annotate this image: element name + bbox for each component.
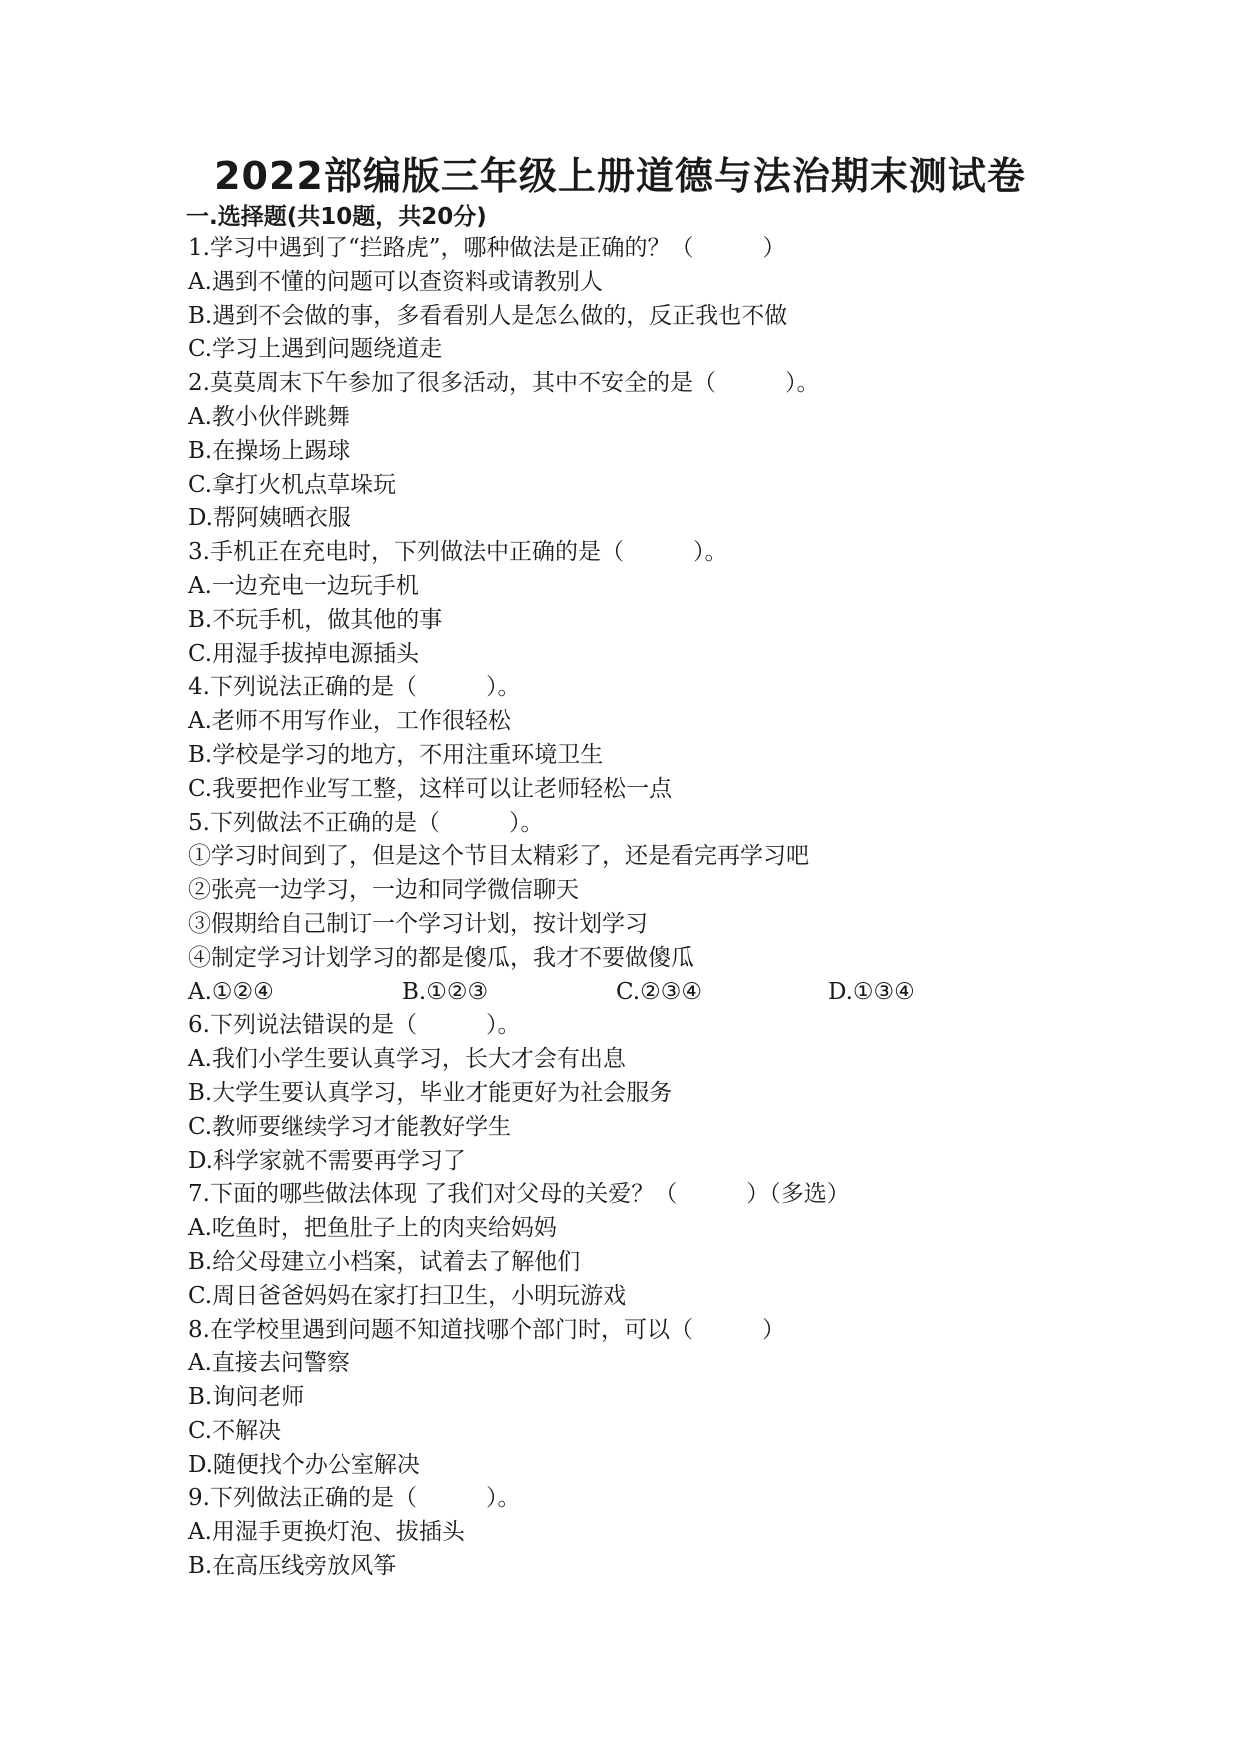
question-3-option-c: C.用湿手拔掉电源插头 bbox=[188, 640, 420, 667]
question-4-option-c: C.我要把作业写工整，这样可以让老师轻松一点 bbox=[188, 775, 673, 802]
question-1-option-c: C.学习上遇到问题绕道走 bbox=[188, 336, 443, 363]
question-8-option-a: A.直接去问警察 bbox=[188, 1350, 350, 1377]
question-8-option-c: C.不解决 bbox=[188, 1417, 282, 1444]
question-6-option-a: A.我们小学生要认真学习，长大才会有出息 bbox=[188, 1046, 626, 1073]
question-9: 9.下列做法正确的是（ ）。 bbox=[188, 1485, 521, 1512]
question-2-option-a: A.教小伙伴跳舞 bbox=[188, 403, 350, 430]
question-5-options bbox=[188, 976, 1188, 1010]
question-5-option-d: D.①③④ bbox=[828, 978, 915, 1005]
question-5-item-3: ③假期给自己制订一个学习计划，按计划学习 bbox=[188, 910, 648, 937]
question-2: 2.莫莫周末下午参加了很多活动，其中不安全的是（ ）。 bbox=[188, 370, 820, 397]
question-5-option-a: A.①②④ bbox=[188, 978, 274, 1005]
question-5-option-b: B.①②③ bbox=[402, 978, 489, 1005]
question-4: 4.下列说法正确的是（ ）。 bbox=[188, 674, 521, 701]
question-2-option-d: D.帮阿姨晒衣服 bbox=[188, 505, 351, 532]
question-6: 6.下列说法错误的是（ ）。 bbox=[188, 1012, 521, 1039]
section-heading: 一.选择题(共10题，共20分) bbox=[186, 204, 487, 230]
question-7: 7.下面的哪些做法体现 了我们对父母的关爱？（ ）（多选） bbox=[188, 1181, 850, 1208]
question-7-option-a: A.吃鱼时，把鱼肚子上的肉夹给妈妈 bbox=[188, 1215, 557, 1242]
question-5-item-4: ④制定学习计划学习的都是傻瓜，我才不要做傻瓜 bbox=[188, 944, 694, 971]
question-6-option-c: C.教师要继续学习才能教好学生 bbox=[188, 1113, 512, 1140]
question-list bbox=[188, 232, 1188, 1584]
question-8-option-b: B.询问老师 bbox=[188, 1384, 305, 1411]
question-4-option-a: A.老师不用写作业，工作很轻松 bbox=[188, 708, 511, 735]
question-3: 3.手机正在充电时，下列做法中正确的是（ ）。 bbox=[188, 539, 728, 566]
question-3-option-b: B.不玩手机，做其他的事 bbox=[188, 606, 443, 633]
page-title: 2022部编版三年级上册道德与法治期末测试卷 bbox=[214, 154, 1026, 198]
question-2-option-b: B.在操场上踢球 bbox=[188, 437, 351, 464]
question-1: 1.学习中遇到了“拦路虎”，哪种做法是正确的？（ ） bbox=[188, 235, 786, 261]
question-5: 5.下列做法不正确的是（ ）。 bbox=[188, 809, 544, 836]
question-9-option-a: A.用湿手更换灯泡、拔插头 bbox=[188, 1519, 465, 1546]
question-4-option-b: B.学校是学习的地方，不用注重环境卫生 bbox=[188, 741, 604, 768]
question-6-option-b: B.大学生要认真学习，毕业才能更好为社会服务 bbox=[188, 1079, 673, 1106]
question-8: 8.在学校里遇到问题不知道找哪个部门时，可以（ ） bbox=[188, 1316, 785, 1343]
question-7-option-c: C.周日爸爸妈妈在家打扫卫生，小明玩游戏 bbox=[188, 1282, 627, 1309]
question-5-item-1: ①学习时间到了，但是这个节目太精彩了，还是看完再学习吧 bbox=[188, 843, 809, 870]
question-9-option-b: B.在高压线旁放风筝 bbox=[188, 1553, 397, 1580]
question-2-option-c: C.拿打火机点草垛玩 bbox=[188, 471, 397, 498]
question-3-option-a: A.一边充电一边玩手机 bbox=[188, 572, 419, 599]
question-1-option-a: A.遇到不懂的问题可以查资料或请教别人 bbox=[188, 268, 603, 295]
question-1-option-b: B.遇到不会做的事，多看看别人是怎么做的，反正我也不做 bbox=[188, 302, 788, 329]
question-6-option-d: D.科学家就不需要再学习了 bbox=[188, 1147, 466, 1174]
question-5-item-2: ②张亮一边学习，一边和同学微信聊天 bbox=[188, 877, 579, 904]
question-8-option-d: D.随便找个办公室解决 bbox=[188, 1451, 420, 1478]
question-7-option-b: B.给父母建立小档案，试着去了解他们 bbox=[188, 1248, 581, 1275]
question-5-option-c: C.②③④ bbox=[616, 978, 702, 1005]
